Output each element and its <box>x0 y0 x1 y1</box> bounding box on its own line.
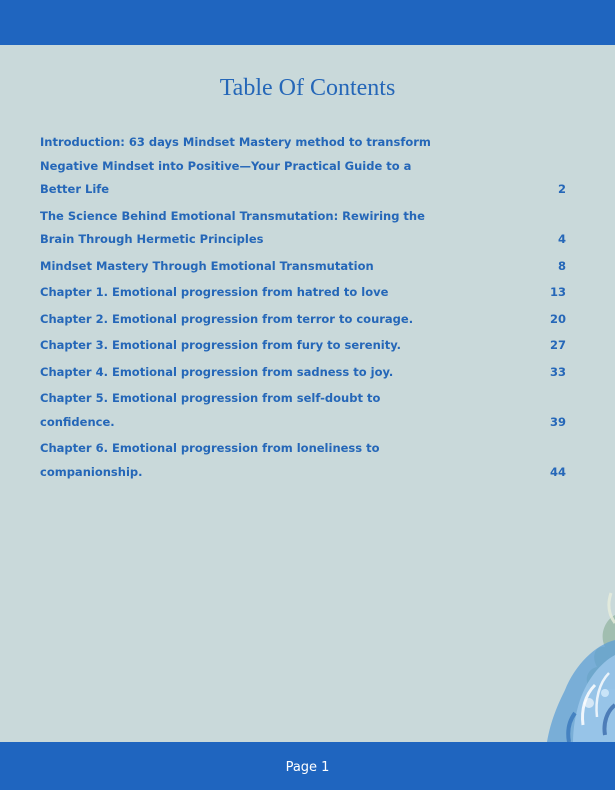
toc-entry-page-number: 13 <box>549 285 566 299</box>
toc-entry-chapter-4[interactable] <box>40 361 566 385</box>
toc-entry-page-number: 44 <box>549 464 566 479</box>
watercolor-wave-decoration <box>525 585 615 742</box>
toc-entry-title: Chapter 2. Emotional progression from terror to courage. <box>40 311 414 326</box>
toc-entry-chapter-3[interactable] <box>40 334 566 358</box>
toc-entry-title: Chapter 6. Emotional progression from loneliness to companionship. <box>40 441 380 479</box>
toc-entry-title: Introduction: 63 days Mindset Mastery method to transform Negative Mindset into Positive—Your Practical Guide to a Better Life <box>40 135 431 196</box>
toc-entry-title: Mindset Mastery Through Emotional Transmutation <box>40 258 374 273</box>
toc-entry-page-number: 39 <box>549 414 566 429</box>
toc-entry-title: Chapter 1. Emotional progression from hatred to love <box>40 285 389 299</box>
toc-entry-page-number: 4 <box>557 232 566 246</box>
toc-entry-chapter-1[interactable] <box>40 281 566 305</box>
toc-entry-science[interactable] <box>40 205 566 252</box>
toc-entry-chapter-2[interactable] <box>40 308 566 332</box>
toc-entry-title: Chapter 3. Emotional progression from fury to serenity. <box>40 338 402 352</box>
toc-entry-title: The Science Behind Emotional Transmutation: Rewiring the Brain Through Hermetic Principles <box>40 208 425 246</box>
toc-entry-title: Chapter 5. Emotional progression from self-doubt to confidence. <box>40 391 381 429</box>
toc-entry-introduction[interactable] <box>40 131 566 202</box>
toc-entry-title: Chapter 4. Emotional progression from sadness to joy. <box>40 364 394 379</box>
toc-entry-page-number: 8 <box>557 258 566 273</box>
toc-entry-mindset-mastery[interactable] <box>40 255 566 279</box>
page-number-label: Page 1 <box>285 760 330 775</box>
table-of-contents <box>40 131 566 484</box>
header-band <box>0 0 615 45</box>
toc-entry-page-number: 33 <box>549 364 566 379</box>
page-title: Table Of Contents <box>219 75 396 101</box>
toc-entry-chapter-5[interactable] <box>40 387 566 434</box>
toc-entry-page-number: 20 <box>549 311 566 326</box>
toc-entry-page-number: 27 <box>549 338 566 352</box>
toc-entry-chapter-6[interactable] <box>40 437 566 484</box>
toc-entry-page-number: 2 <box>557 182 566 196</box>
